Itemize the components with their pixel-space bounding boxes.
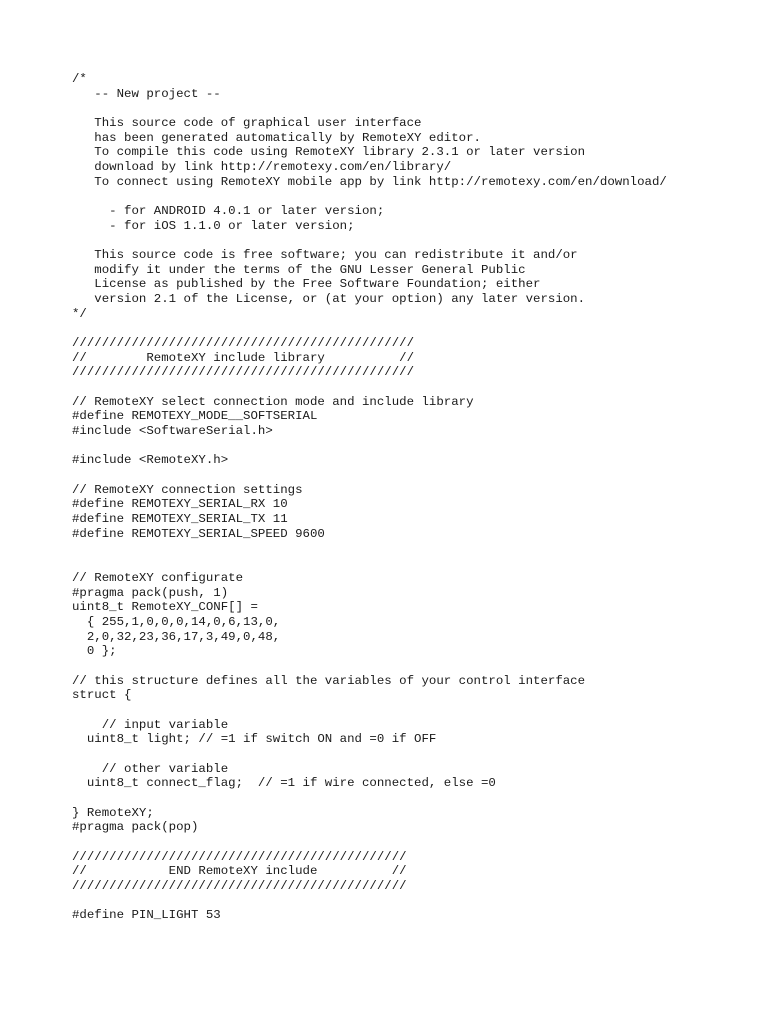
code-line: #define PIN_LIGHT 53 [72,908,221,923]
code-line: ////////////////////////////////////////////// [72,365,415,380]
code-line [72,556,752,571]
code-line: To compile this code using RemoteXY library 2.3.1 or later version [72,145,586,160]
code-line: { 255,1,0,0,0,14,0,6,13,0, [72,614,281,629]
code-line: ///////////////////////////////////////////// [72,878,407,893]
code-listing [72,72,752,923]
code-line [72,380,752,395]
code-line [72,468,752,483]
code-line: } RemoteXY; [72,805,154,820]
code-line: This source code is free software; you can redistribute it and/or [72,248,578,263]
code-line [72,747,752,762]
code-line [72,439,752,454]
code-line: ///////////////////////////////////////////// [72,849,407,864]
code-line: ////////////////////////////////////////////// [72,336,415,351]
code-line [72,542,752,557]
code-line: This source code of graphical user interface [72,116,422,131]
code-line: // RemoteXY configurate [72,570,244,585]
code-line: // END RemoteXY include // [72,864,407,879]
code-line: #define REMOTEXY_SERIAL_TX 11 [72,512,288,527]
code-line: */ [72,306,87,321]
code-line: #pragma pack(push, 1) [72,585,229,600]
code-line: #define REMOTEXY_SERIAL_SPEED 9600 [72,526,325,541]
code-line: // RemoteXY include library // [72,350,415,365]
code-line: -- New project -- [72,86,221,101]
code-line [72,703,752,718]
code-line: modify it under the terms of the GNU Lesser General Public [72,262,526,277]
code-line: version 2.1 of the License, or (at your option) any later version. [72,292,586,307]
code-line: - for ANDROID 4.0.1 or later version; [72,204,385,219]
code-line: // this structure defines all the variables of your control interface [72,673,586,688]
code-line: struct { [72,688,132,703]
code-line: // input variable [72,717,229,732]
code-line: #define REMOTEXY_MODE__SOFTSERIAL [72,409,318,424]
code-line: #define REMOTEXY_SERIAL_RX 10 [72,497,288,512]
code-line: // other variable [72,761,229,776]
code-line [72,894,752,909]
code-line: // RemoteXY select connection mode and include library [72,394,474,409]
code-line: License as published by the Free Software Foundation; either [72,277,541,292]
code-line: #include <SoftwareSerial.h> [72,424,273,439]
code-line [72,321,752,336]
code-line [72,189,752,204]
code-line: download by link http://remotexy.com/en/library/ [72,160,452,175]
code-line [72,659,752,674]
code-line [72,233,752,248]
code-line: 2,0,32,23,36,17,3,49,0,48, [72,629,281,644]
code-line: 0 }; [72,644,117,659]
code-line: - for iOS 1.1.0 or later version; [72,218,355,233]
code-line: To connect using RemoteXY mobile app by link http://remotexy.com/en/download/ [72,174,667,189]
code-line: uint8_t light; // =1 if switch ON and =0 if OFF [72,732,437,747]
code-line: #include <RemoteXY.h> [72,453,229,468]
code-line [72,791,752,806]
code-line: uint8_t RemoteXY_CONF[] = [72,600,258,615]
code-line: uint8_t connect_flag; // =1 if wire connected, else =0 [72,776,496,791]
code-line: #pragma pack(pop) [72,820,199,835]
code-line [72,101,752,116]
code-line: has been generated automatically by RemoteXY editor. [72,130,481,145]
code-line: /* [72,72,87,86]
code-line [72,835,752,850]
code-line: // RemoteXY connection settings [72,482,303,497]
